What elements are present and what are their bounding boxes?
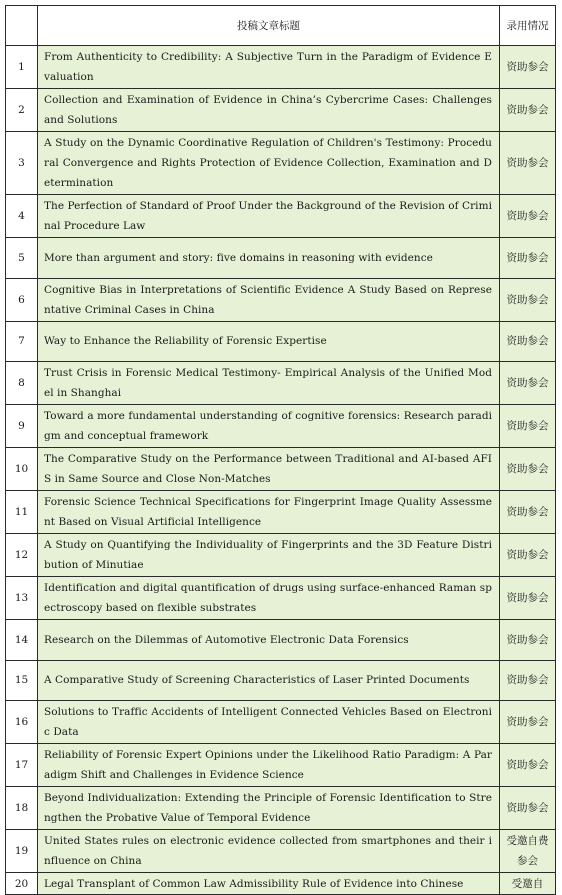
row-title: Beyond Individualization: Extending the Principle of Forensic Identification to Strengthen the Probative Value of Temporal Evidence xyxy=(38,787,500,830)
table-row xyxy=(6,534,556,577)
row-status: 资助参会 xyxy=(500,278,556,321)
table-body xyxy=(6,46,556,895)
row-status: 资助参会 xyxy=(500,701,556,744)
row-number: 10 xyxy=(6,448,38,491)
row-number: 20 xyxy=(6,873,38,895)
table-row xyxy=(6,195,556,238)
row-number: 11 xyxy=(6,491,38,534)
row-status: 资助参会 xyxy=(500,321,556,362)
row-number: 13 xyxy=(6,577,38,620)
table-row xyxy=(6,830,556,873)
row-status: 资助参会 xyxy=(500,448,556,491)
row-status: 资助参会 xyxy=(500,620,556,661)
row-title: Solutions to Traffic Accidents of Intelligent Connected Vehicles Based on Electronic Data xyxy=(38,701,500,744)
table-row xyxy=(6,744,556,787)
row-status: 资助参会 xyxy=(500,577,556,620)
row-title: A Comparative Study of Screening Characteristics of Laser Printed Documents xyxy=(38,660,500,701)
row-number: 1 xyxy=(6,46,38,89)
table-header-row xyxy=(6,6,556,46)
row-status: 资助参会 xyxy=(500,195,556,238)
row-status: 资助参会 xyxy=(500,238,556,279)
table-row xyxy=(6,701,556,744)
header-status-cell: 录用情况 xyxy=(500,6,556,46)
row-title: United States rules on electronic evidence collected from smartphones and their influence on China xyxy=(38,830,500,873)
row-number: 16 xyxy=(6,701,38,744)
table-row xyxy=(6,132,556,195)
row-title: The Perfection of Standard of Proof Under the Background of the Revision of Criminal Procedure Law xyxy=(38,195,500,238)
row-title: Identification and digital quantification of drugs using surface-enhanced Raman spectroscopy based on flexible substrates xyxy=(38,577,500,620)
table-row xyxy=(6,362,556,405)
row-title: Cognitive Bias in Interpretations of Scientific Evidence A Study Based on Representative Criminal Cases in China xyxy=(38,278,500,321)
row-number: 12 xyxy=(6,534,38,577)
row-title: Forensic Science Technical Specifications for Fingerprint Image Quality Assessment Based on Visual Artificial Intelligence xyxy=(38,491,500,534)
row-status: 资助参会 xyxy=(500,491,556,534)
row-number: 14 xyxy=(6,620,38,661)
row-number: 5 xyxy=(6,238,38,279)
table-row xyxy=(6,89,556,132)
row-number: 19 xyxy=(6,830,38,873)
row-title: Research on the Dilemmas of Automotive Electronic Data Forensics xyxy=(38,620,500,661)
row-number: 3 xyxy=(6,132,38,195)
row-number: 18 xyxy=(6,787,38,830)
table-row xyxy=(6,787,556,830)
row-title: More than argument and story: five domains in reasoning with evidence xyxy=(38,238,500,279)
row-number: 8 xyxy=(6,362,38,405)
row-status: 资助参会 xyxy=(500,89,556,132)
row-title: A Study on the Dynamic Coordinative Regulation of Children's Testimony: Procedural Convergence and Rights Protection of Evidence Collection, Examination and Determination xyxy=(38,132,500,195)
table-row xyxy=(6,660,556,701)
table-row xyxy=(6,46,556,89)
row-number: 2 xyxy=(6,89,38,132)
table-row xyxy=(6,321,556,362)
row-status: 受邀自 xyxy=(500,873,556,895)
row-title: The Comparative Study on the Performance between Traditional and AI-based AFIS in Same Source and Close Non-Matches xyxy=(38,448,500,491)
header-number-cell xyxy=(6,6,38,46)
row-status: 受邀自费参会 xyxy=(500,830,556,873)
row-status: 资助参会 xyxy=(500,660,556,701)
row-status: 资助参会 xyxy=(500,46,556,89)
table-row xyxy=(6,448,556,491)
row-status: 资助参会 xyxy=(500,362,556,405)
row-title: Legal Transplant of Common Law Admissibility Rule of Evidence into Chinese xyxy=(38,873,500,895)
row-status: 资助参会 xyxy=(500,534,556,577)
table-row xyxy=(6,873,556,895)
submissions-table xyxy=(5,5,556,895)
row-status: 资助参会 xyxy=(500,744,556,787)
row-status: 资助参会 xyxy=(500,405,556,448)
row-title: From Authenticity to Credibility: A Subjective Turn in the Paradigm of Evidence Evaluation xyxy=(38,46,500,89)
row-title: Trust Crisis in Forensic Medical Testimony- Empirical Analysis of the Unified Model in Shanghai xyxy=(38,362,500,405)
header-title-cell: 投稿文章标题 xyxy=(38,6,500,46)
table-row xyxy=(6,620,556,661)
table-row xyxy=(6,405,556,448)
table-row xyxy=(6,278,556,321)
row-number: 4 xyxy=(6,195,38,238)
row-number: 9 xyxy=(6,405,38,448)
table-row xyxy=(6,577,556,620)
row-title: Collection and Examination of Evidence in China’s Cybercrime Cases: Challenges and Solutions xyxy=(38,89,500,132)
row-number: 7 xyxy=(6,321,38,362)
row-number: 17 xyxy=(6,744,38,787)
row-number: 15 xyxy=(6,660,38,701)
row-title: Way to Enhance the Reliability of Forensic Expertise xyxy=(38,321,500,362)
table-row xyxy=(6,491,556,534)
row-number: 6 xyxy=(6,278,38,321)
row-status: 资助参会 xyxy=(500,787,556,830)
row-title: Toward a more fundamental understanding of cognitive forensics: Research paradigm and conceptual framework xyxy=(38,405,500,448)
row-title: A Study on Quantifying the Individuality of Fingerprints and the 3D Feature Distribution of Minutiae xyxy=(38,534,500,577)
row-status: 资助参会 xyxy=(500,132,556,195)
table-row xyxy=(6,238,556,279)
row-title: Reliability of Forensic Expert Opinions under the Likelihood Ratio Paradigm: A Paradigm Shift and Challenges in Evidence Science xyxy=(38,744,500,787)
